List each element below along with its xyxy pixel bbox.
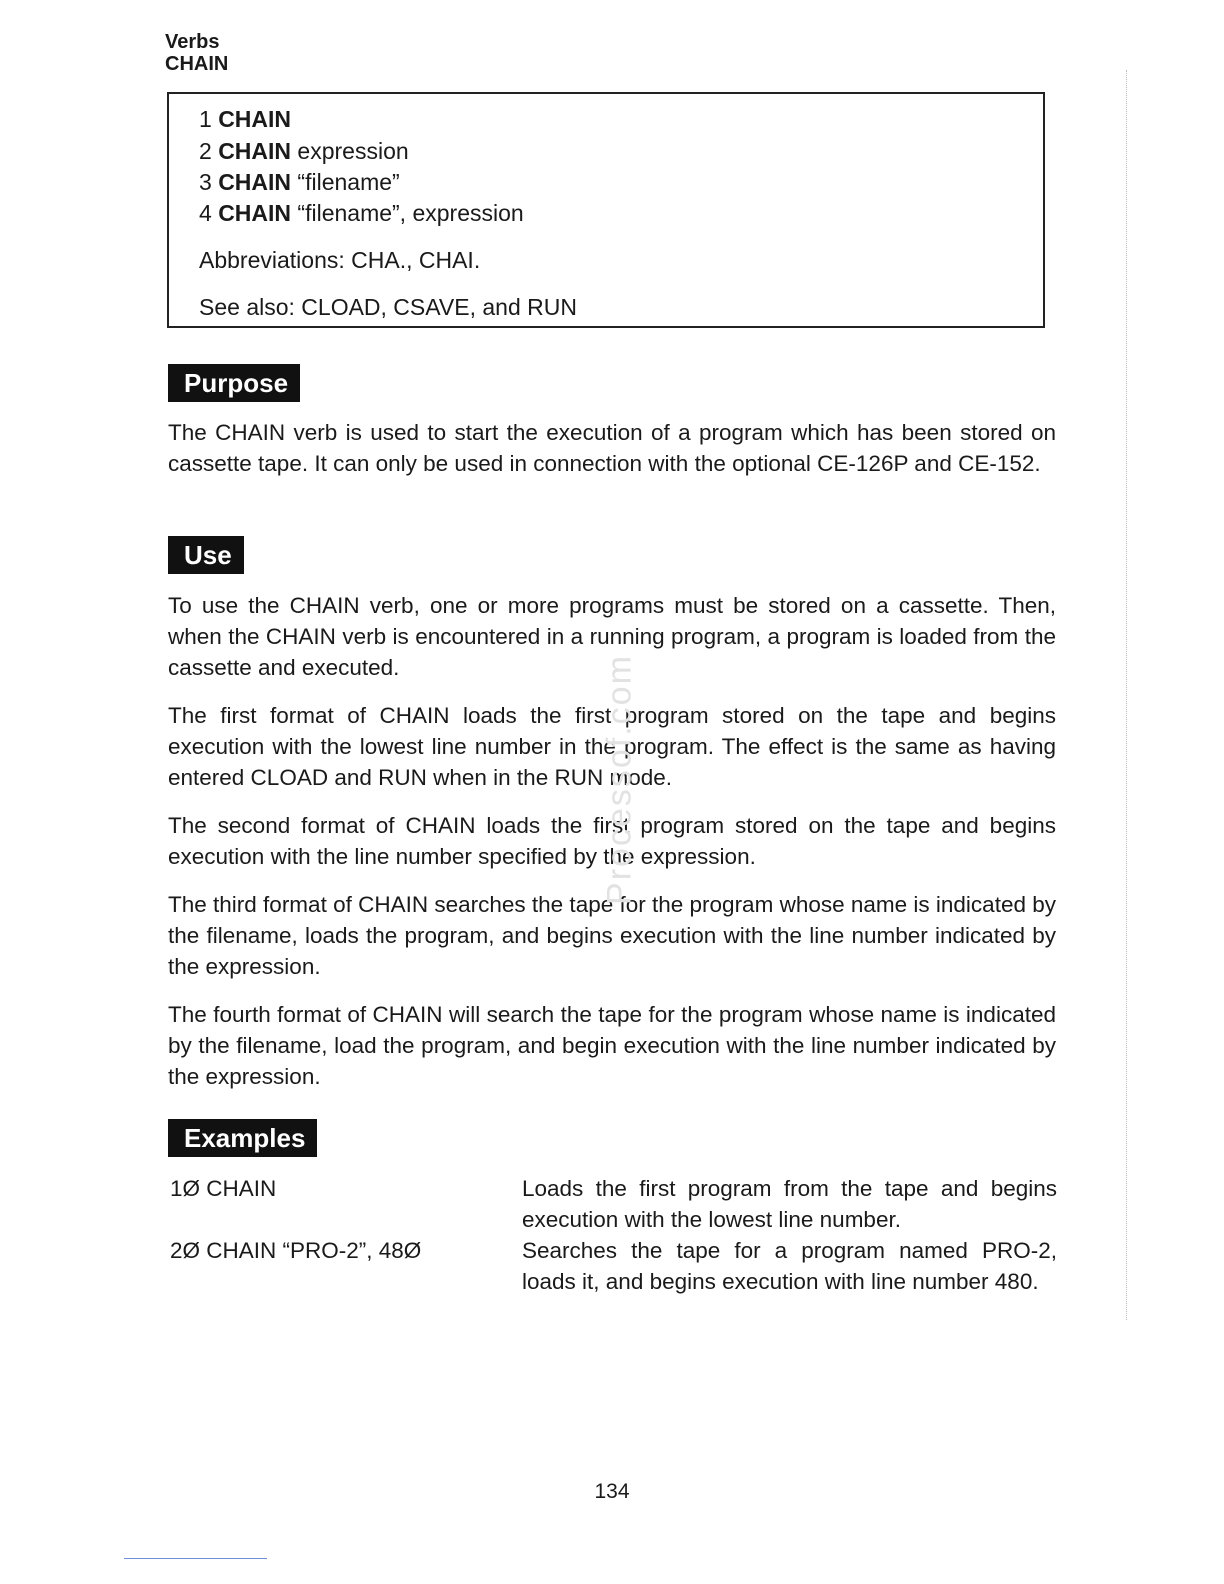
abbreviations: Abbreviations: CHA., CHAI. [199, 247, 481, 273]
syntax-box [167, 92, 1045, 328]
see-also: See also: CLOAD, CSAVE, and RUN [199, 294, 577, 320]
example-code-1: 1Ø CHAIN [170, 1176, 277, 1201]
section-title: Verbs [165, 31, 220, 53]
use-paragraph-5: The fourth format of CHAIN will search the tape for the program whose name is indicated by the filename, load the program, and begin execution with the line number indicated by the expression. [168, 1002, 1056, 1089]
use-paragraph-3: The second format of CHAIN loads the first program stored on the tape and begins execution with the line number specified by the expression. [168, 813, 1056, 869]
examples-heading: Examples [168, 1119, 317, 1157]
syntax-format-2: 2 CHAIN expression [199, 138, 409, 164]
scan-edge-marks [1126, 70, 1129, 1320]
purpose-text: The CHAIN verb is used to start the execution of a program which has been stored on cassette tape. It can only be used in connection with the optional CE-126P and CE-152. [168, 420, 1056, 476]
syntax-format-1: 1 CHAIN [199, 106, 292, 132]
syntax-format-3: 3 CHAIN “filename” [199, 169, 400, 195]
page-header [165, 31, 228, 75]
use-paragraph-4: The third format of CHAIN searches the tape for the program whose name is indicated by the filename, loads the program, and begins execution with the line number indicated by the expression. [168, 892, 1056, 979]
bottom-rule [124, 1558, 267, 1559]
purpose-heading: Purpose [168, 364, 300, 402]
use-heading: Use [168, 536, 244, 574]
syntax-format-4: 4 CHAIN “filename”, expression [199, 200, 524, 226]
use-paragraph-1: To use the CHAIN verb, one or more programs must be stored on a cassette. Then, when the CHAIN verb is encountered in a running program, a program is loaded from the cassette and executed. [168, 593, 1056, 680]
example-description-2: Searches the tape for a program named PRO-2, loads it, and begins execution with line number 480. [522, 1238, 1057, 1294]
example-code-2: 2Ø CHAIN “PRO-2”, 48Ø [170, 1238, 422, 1263]
example-description-1: Loads the first program from the tape and begins execution with the lowest line number. [522, 1176, 1057, 1232]
page-number: 134 [594, 1480, 630, 1503]
verb-title: CHAIN [165, 53, 229, 75]
use-paragraph-2: The first format of CHAIN loads the first program stored on the tape and begins execution with the lowest line number in the program. The effect is the same as having entered CLOAD and RUN when in the RUN mode. [168, 703, 1056, 790]
watermark: Processof.com [600, 654, 639, 905]
